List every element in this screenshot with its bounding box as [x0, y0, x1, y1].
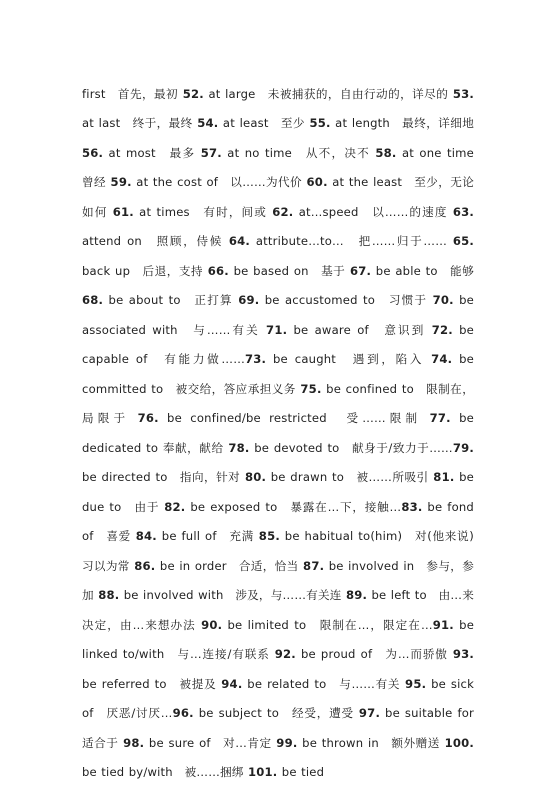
- entry-number: 96.: [172, 706, 194, 721]
- entry-number: 69.: [238, 293, 260, 308]
- entry-text: attribute…to… 把……归于……: [249, 234, 453, 249]
- entry-number: 60.: [306, 175, 328, 190]
- entry-text: at…speed 以……的速度: [293, 204, 453, 219]
- entry-text: back up 后退，支持: [82, 263, 208, 278]
- entry-number: 79.: [452, 440, 474, 455]
- entry-text: be accustomed to 习惯于: [259, 293, 433, 308]
- entry-number: 66.: [207, 263, 229, 278]
- entry-number: 58.: [375, 145, 397, 160]
- vocabulary-text-block: [82, 80, 486, 788]
- entry-number: 91.: [432, 617, 454, 632]
- entry-text: at last 终于，最终: [82, 116, 198, 131]
- entry-number: 92.: [274, 647, 296, 662]
- entry-number: 52.: [182, 86, 204, 101]
- entry-text: be aware of 意识到: [287, 322, 432, 337]
- entry-text: be linked to/with 与…连接/有联系: [82, 617, 475, 662]
- entry-number: 82.: [164, 499, 186, 514]
- entry-text: first 首先，最初: [82, 86, 183, 101]
- entry-text: be exposed to 暴露在…下，接触…: [185, 499, 402, 514]
- entry-number: 53.: [452, 86, 474, 101]
- entry-number: 98.: [123, 735, 145, 750]
- entry-text: be involved with 涉及，与……有关连: [119, 588, 346, 603]
- entry-text: be referred to 被提及: [82, 676, 222, 691]
- entry-number: 64.: [228, 234, 250, 249]
- entry-text: be committed to 被交给，答应承担义务: [82, 352, 474, 396]
- entry-text: be directed to 指向，针对: [82, 470, 245, 485]
- entry-number: 93.: [452, 647, 474, 662]
- entry-text: be fond of 喜爱: [82, 499, 474, 544]
- entry-text: be tied: [277, 765, 325, 780]
- entry-number: 95.: [405, 676, 427, 691]
- entry-number: 84.: [135, 529, 157, 544]
- entry-number: 97.: [358, 706, 381, 721]
- entry-number: 78.: [228, 440, 250, 455]
- entry-text: at times 有时，间或: [133, 204, 273, 219]
- entry-text: at no time 从不，决不: [221, 145, 376, 160]
- entry-text: be drawn to 被……所吸引: [266, 470, 434, 485]
- entry-number: 94.: [221, 676, 243, 691]
- entry-text: be sick of 厌恶/讨厌…: [82, 676, 474, 721]
- entry-number: 63.: [452, 204, 475, 219]
- entry-text: be capable of 有能力做……: [82, 322, 474, 367]
- entry-text: be related to 与……有关: [242, 676, 406, 691]
- entry-text: at one time 曾经: [82, 145, 486, 190]
- entry-text: be confined to 限制在，局限于: [82, 381, 474, 426]
- entry-text: be sure of 对…肯定: [144, 735, 277, 750]
- entry-number: 71.: [266, 322, 288, 337]
- entry-text: be habitual to(him) 对(他来说)习以为常: [82, 529, 475, 573]
- entry-text: be caught 遇到，陷入: [266, 352, 432, 367]
- entry-text: be about to 正打算: [103, 293, 239, 308]
- entry-text: at length 最终，详细地: [330, 116, 474, 131]
- entry-text: be involved in 参与，参加: [82, 558, 474, 603]
- entry-text: be based on 基于: [228, 263, 350, 278]
- entry-text: be dedicated to 奉献，献给: [82, 411, 474, 455]
- entry-text: at least 至少: [218, 116, 310, 131]
- entry-number: 99.: [276, 735, 298, 750]
- entry-text: at the cost of 以……为代价: [131, 175, 307, 190]
- entry-text: be suitable for 适合于: [82, 706, 486, 750]
- entry-text: be tied by/with 被……捆绑: [82, 765, 248, 780]
- entry-text: at most 最多: [103, 145, 201, 160]
- entry-number: 75.: [300, 381, 322, 396]
- entry-number: 87.: [303, 558, 325, 573]
- entry-text: be associated with 与……有关: [82, 293, 474, 337]
- entry-number: 100.: [444, 735, 474, 750]
- entry-text: be able to 能够: [371, 263, 474, 278]
- entry-number: 80.: [244, 470, 267, 485]
- entry-number: 72.: [431, 322, 453, 337]
- entry-number: 59.: [110, 175, 132, 190]
- entry-number: 90.: [201, 617, 223, 632]
- entry-number: 70.: [432, 293, 454, 308]
- entry-text: be devoted to 献身于/致力于……: [249, 440, 453, 455]
- entry-number: 57.: [200, 145, 222, 160]
- entry-number: 89.: [345, 588, 368, 603]
- entry-text: at large 未被捕获的，自由行动的，详尽的: [203, 86, 453, 101]
- entry-number: 76.: [137, 411, 159, 426]
- entry-number: 68.: [82, 293, 104, 308]
- entry-text: be full of 充满: [156, 529, 259, 544]
- entry-number: 88.: [98, 588, 120, 603]
- entry-text: be due to 由于: [82, 470, 474, 514]
- entry-text: be limited to 限制在…，限定在…: [222, 617, 433, 632]
- entry-number: 61.: [112, 204, 134, 219]
- entry-text: be in order 合适，恰当: [155, 558, 304, 573]
- entry-number: 67.: [349, 263, 372, 278]
- entry-number: 56.: [82, 145, 104, 160]
- entry-text: be thrown in 额外赠送: [297, 735, 445, 750]
- entry-text: be subject to 经受，遭受: [193, 706, 359, 721]
- entry-number: 73.: [244, 352, 267, 367]
- entry-number: 55.: [309, 116, 331, 131]
- entry-number: 77.: [429, 411, 451, 426]
- entry-text: at the least 至少，无论如何: [82, 175, 474, 219]
- entry-number: 85.: [258, 529, 280, 544]
- entry-text: be left to 由…来决定，由…来想办法: [82, 588, 475, 632]
- entry-text: be proud of 为…而骄傲: [295, 647, 453, 662]
- entry-number: 74.: [431, 352, 453, 367]
- entry-number: 83.: [401, 499, 423, 514]
- entry-number: 62.: [272, 204, 294, 219]
- entry-number: 86.: [134, 558, 156, 573]
- entry-number: 54.: [197, 116, 219, 131]
- entry-text: be confined/be restricted 受……限制: [158, 411, 430, 426]
- entry-number: 65.: [452, 234, 474, 249]
- entry-number: 81.: [433, 470, 455, 485]
- entry-number: 101.: [248, 765, 278, 780]
- entry-text: attend on 照顾，侍候: [82, 234, 229, 249]
